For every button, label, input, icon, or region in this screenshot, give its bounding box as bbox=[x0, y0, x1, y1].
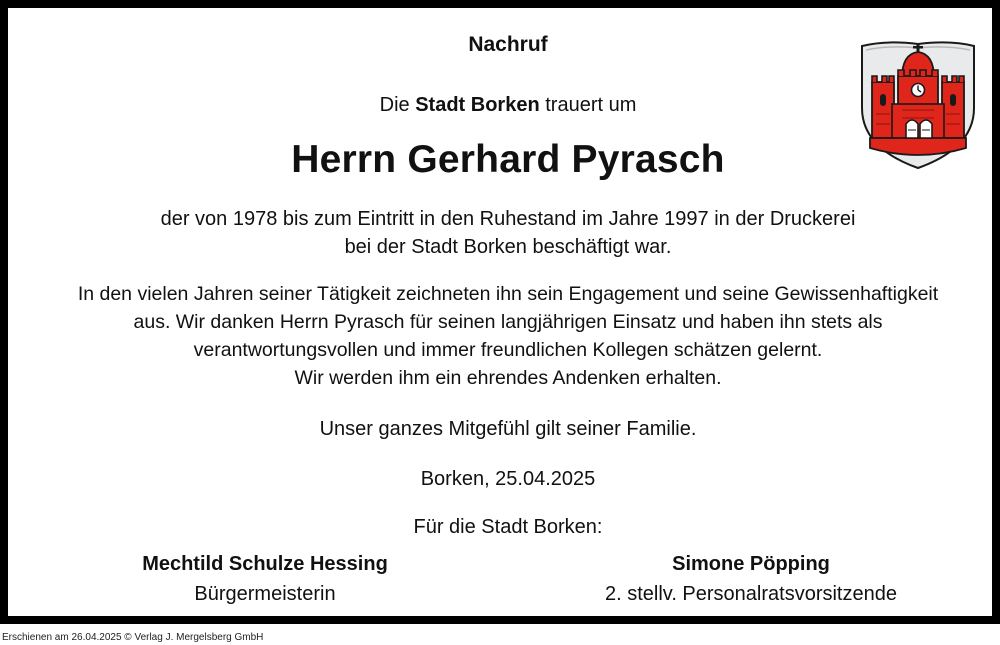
intro-line bbox=[8, 94, 1000, 117]
signer-name: Simone Pöpping bbox=[672, 553, 830, 575]
intro-city: Stadt Borken bbox=[415, 94, 540, 116]
intro-after: trauert um bbox=[539, 94, 637, 116]
signer-role: Bürgermeisterin bbox=[194, 583, 336, 605]
employment-paragraph bbox=[8, 205, 1000, 261]
borken-coat-of-arms-icon bbox=[856, 38, 980, 172]
place-date: Borken, 25.04.2025 bbox=[420, 468, 596, 490]
paragraph-line: der von 1978 bis zum Eintritt in den Ruhestand im Jahre 1997 in der Druckerei bbox=[160, 208, 856, 230]
paragraph-line: verantwortungsvollen und immer freundlichen Kollegen schätzen gelernt. bbox=[193, 339, 823, 361]
sympathy-line: Unser ganzes Mitgefühl gilt seiner Familie. bbox=[319, 418, 697, 440]
signer-staff-council bbox=[568, 550, 934, 610]
paragraph-line: Wir werden ihm ein ehrendes Andenken erhalten. bbox=[294, 367, 722, 389]
signer-mayor bbox=[115, 550, 415, 610]
notice-heading: Nachruf bbox=[468, 33, 548, 56]
for-city-line: Für die Stadt Borken: bbox=[413, 516, 603, 538]
intro-before: Die bbox=[379, 94, 416, 116]
signer-role: 2. stellv. Personalratsvorsitzende bbox=[605, 583, 897, 605]
paragraph-line: In den vielen Jahren seiner Tätigkeit zeichneten ihn sein Engagement und seine Gewissenhaftigkeit bbox=[77, 283, 939, 305]
publication-footer: Erschienen am 26.04.2025 © Verlag J. Mergelsberg GmbH bbox=[2, 632, 264, 643]
signer-name: Mechtild Schulze Hessing bbox=[142, 553, 388, 575]
deceased-name: Herrn Gerhard Pyrasch bbox=[291, 138, 725, 181]
paragraph-line: aus. Wir danken Herrn Pyrasch für seinen langjährigen Einsatz und haben ihn stets als bbox=[133, 311, 883, 333]
tribute-paragraph bbox=[8, 280, 1000, 392]
paragraph-line: bei der Stadt Borken beschäftigt war. bbox=[344, 236, 672, 258]
